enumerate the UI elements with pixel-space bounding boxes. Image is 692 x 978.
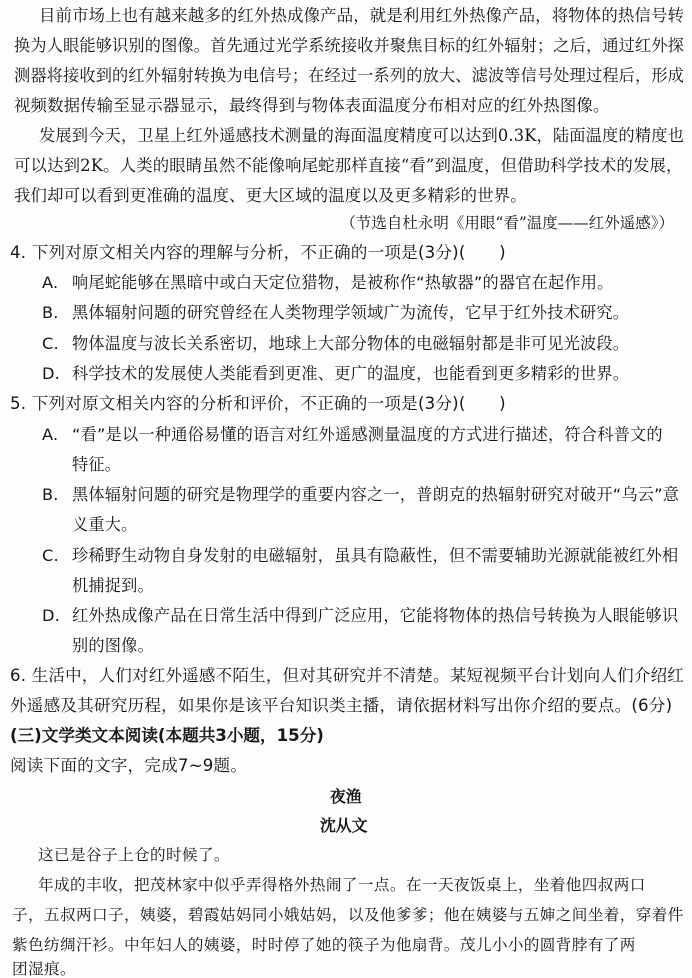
section-instruction: 阅读下面的文字，完成7~9题。	[10, 756, 248, 775]
option-text: 珍稀野生动物自身发射的电磁辐射，虽具有隐蔽性，但不需要辅助光源就能被红外相	[72, 546, 679, 565]
option-letter: C.	[42, 546, 59, 565]
passage-line: 发展到今天，卫星上红外遥感技术测量的海面温度精度可以达到0.3K，陆面温度的精度也	[39, 126, 684, 145]
option-letter: D.	[42, 606, 61, 625]
question-5-option-b	[42, 487, 679, 503]
question-4-option-d	[42, 366, 629, 382]
option-text: “看”是以一种通俗易懂的语言对红外遥感测量温度的方式进行描述，符合科普文的	[72, 425, 663, 444]
question-5-option-a	[42, 427, 663, 443]
option-continuation: 特征。	[72, 455, 122, 474]
passage-line: 视频数据传输至显示器显示，最终得到与物体表面温度分布相对应的红外热图像。	[14, 96, 610, 115]
option-continuation: 义重大。	[72, 515, 138, 534]
question-4-option-b	[42, 305, 629, 321]
question-6-text: 6. 生活中，人们对红外遥感不陌生，但对其研究并不清楚。某短视频平台计划向人们介绍红	[10, 666, 685, 685]
story-line: 年成的丰收，把茂林家中似乎弄得格外热闹了一点。在一天夜饭桌上，坐着他四叔两口	[38, 876, 646, 894]
passage-line: 目前市场上也有越来越多的红外热成像产品，就是利用红外热像产品，将物体的热信号转	[39, 6, 685, 25]
section-heading: (三)文学类文本阅读(本题共3小题，15分)	[10, 726, 324, 745]
question-5-stem: 5. 下列对原文相关内容的分析和评价，不正确的一项是(3分)( )	[10, 394, 506, 413]
story-author: 沈从文	[320, 816, 368, 835]
option-text: 响尾蛇能够在黑暗中或白天定位猎物，是被称作“热敏器”的器官在起作用。	[72, 273, 614, 292]
story-line: 这已是谷子上仓的时候了。	[38, 846, 230, 864]
option-letter: B.	[42, 485, 59, 504]
option-letter: C.	[42, 334, 59, 353]
option-text: 科学技术的发展使人类能看到更准、更广的温度，也能看到更多精彩的世界。	[72, 364, 630, 383]
story-line: 紫色纺绸汗衫。中年妇人的姨婆，时时停了她的筷子为他扇背。茂儿小小的圆背脖有了两	[12, 936, 636, 954]
option-letter: B.	[42, 303, 59, 322]
story-line: 团湿痕。	[12, 960, 76, 978]
question-6-text: 外遥感及其研究历程，如果你是该平台知识类主播，请依据材料写出你介绍的要点。(6分)	[10, 696, 673, 715]
option-text: 物体温度与波长关系密切，地球上大部分物体的电磁辐射都是非可见光波段。	[72, 334, 630, 353]
passage-line: 测器将接收到的红外辐射转换为电信号；在经过一系列的放大、滤波等信号处理过程后，形成	[14, 66, 685, 85]
option-letter: A.	[42, 425, 59, 444]
option-text: 黑体辐射问题的研究是物理学的重要内容之一，普朗克的热辐射研究对破开“乌云”意	[72, 485, 680, 504]
question-5-option-d	[42, 608, 678, 624]
passage-line: 我们却可以看到更准确的温度、更大区域的温度以及更多精彩的世界。	[14, 186, 527, 205]
question-4-stem: 4. 下列对原文相关内容的理解与分析，不正确的一项是(3分)( )	[10, 243, 506, 262]
option-continuation: 别的图像。	[72, 636, 154, 655]
passage-line: 可以达到2K。人类的眼睛虽然不能像响尾蛇那样直接“看”到温度，但借助科学技术的发展，	[14, 156, 683, 175]
question-5-option-c	[42, 548, 678, 564]
story-line: 子，五叔两口子，姨婆，碧霞姑妈同小娥姑妈，以及他爹爹；他在姨婆与五婶之间坐着，穿着件	[12, 906, 684, 924]
passage-line: 换为人眼能够识别的图像。首先通过光学系统接收并聚焦目标的红外辐射；之后，通过红外探	[14, 36, 685, 55]
option-letter: A.	[42, 273, 59, 292]
story-title: 夜渔	[330, 787, 362, 806]
question-4-option-a	[42, 275, 614, 291]
option-text: 红外热成像产品在日常生活中得到广泛应用，它能将物体的热信号转换为人眼能够识	[72, 606, 679, 625]
question-4-option-c	[42, 336, 629, 352]
option-continuation: 机捕捉到。	[72, 576, 154, 595]
option-letter: D.	[42, 364, 61, 383]
passage-source: （节选自杜永明《用眼“看”温度——红外遥感》）	[340, 214, 674, 232]
option-text: 黑体辐射问题的研究曾经在人类物理学领域广为流传，它早于红外技术研究。	[72, 303, 630, 322]
